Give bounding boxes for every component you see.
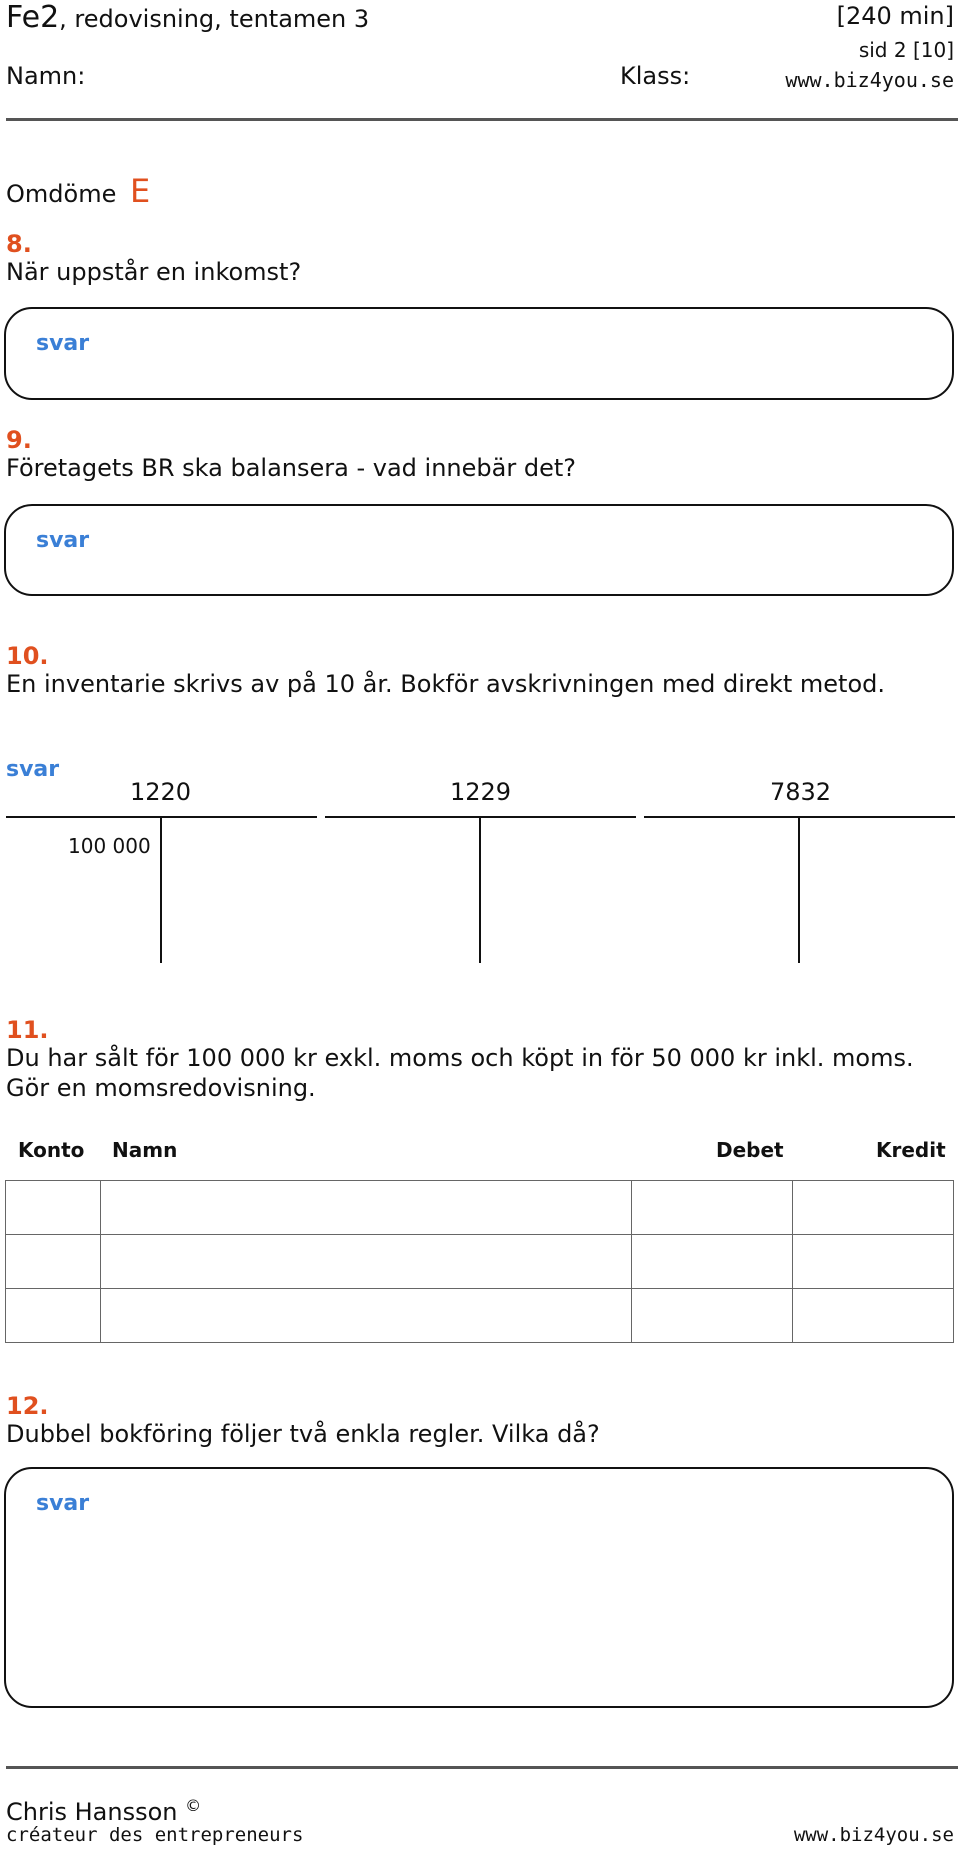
table-row (6, 1289, 954, 1343)
class-label: Klass: (620, 62, 691, 90)
vat-report-table (5, 1180, 954, 1343)
cell-kredit[interactable] (793, 1289, 954, 1343)
t-account-1229-divider (479, 817, 481, 963)
footer-tagline: créateur des entrepreneurs (6, 1824, 304, 1846)
question-12-text: Dubbel bokföring följer två enkla regler. Vilka då? (6, 1420, 600, 1448)
copyright-icon: © (185, 1796, 202, 1815)
question-8-answer-box[interactable] (4, 307, 954, 400)
cell-konto[interactable] (6, 1235, 101, 1289)
question-9-answer-box[interactable] (4, 504, 954, 596)
title-rest: , redovisning, tentamen 3 (59, 5, 370, 33)
footer-site: www.biz4you.se (793, 1824, 954, 1846)
answer-label: svar (36, 528, 90, 553)
column-header-kredit: Kredit (876, 1138, 946, 1162)
page-number: sid 2 [10] (858, 38, 954, 62)
cell-kredit[interactable] (793, 1181, 954, 1235)
cell-debet[interactable] (632, 1289, 793, 1343)
t-account-1220-divider (160, 817, 162, 963)
table-row (6, 1181, 954, 1235)
footer-author-line (6, 1796, 201, 1826)
cell-debet[interactable] (632, 1235, 793, 1289)
cell-kredit[interactable] (793, 1235, 954, 1289)
cell-namn[interactable] (101, 1289, 632, 1343)
cell-debet[interactable] (632, 1181, 793, 1235)
cell-namn[interactable] (101, 1235, 632, 1289)
column-header-namn: Namn (112, 1138, 178, 1162)
question-8-number: 8. (6, 230, 32, 258)
question-11-number: 11. (6, 1016, 49, 1044)
question-10-text: En inventarie skrivs av på 10 år. Bokför avskrivningen med direkt metod. (6, 670, 885, 698)
question-11-text-line2: Gör en momsredovisning. (6, 1074, 316, 1102)
question-11-text-line1: Du har sålt för 100 000 kr exkl. moms och köpt in för 50 000 kr inkl. moms. (6, 1044, 914, 1072)
footer-author: Chris Hansson (6, 1798, 178, 1826)
t-account-1220-label: 1220 (130, 778, 192, 806)
cell-namn[interactable] (101, 1181, 632, 1235)
question-9-number: 9. (6, 426, 32, 454)
column-header-konto: Konto (18, 1138, 85, 1162)
question-10-number: 10. (6, 642, 49, 670)
answer-label: svar (36, 331, 90, 356)
name-label: Namn: (6, 62, 86, 90)
t-account-7832-label: 7832 (770, 778, 832, 806)
grade-label: Omdöme (6, 180, 117, 208)
time-limit: [240 min] (836, 2, 954, 30)
grade-line (6, 172, 150, 210)
cell-konto[interactable] (6, 1181, 101, 1235)
question-8-text: När uppstår en inkomst? (6, 258, 302, 286)
table-row (6, 1235, 954, 1289)
cell-konto[interactable] (6, 1289, 101, 1343)
t-account-7832-divider (798, 817, 800, 963)
header-divider (6, 118, 958, 121)
question-9-text: Företagets BR ska balansera - vad innebär det? (6, 454, 576, 482)
footer-divider (6, 1766, 958, 1769)
t-account-1220-entry: 100 000 (68, 834, 151, 858)
column-header-debet: Debet (716, 1138, 784, 1162)
grade-value: E (129, 172, 151, 210)
header-site: www.biz4you.se (785, 68, 954, 92)
document-title (6, 0, 369, 35)
question-10-answer-label: svar (6, 757, 60, 782)
t-account-1229-label: 1229 (450, 778, 512, 806)
course-code: Fe2 (6, 0, 60, 35)
answer-label: svar (36, 1491, 90, 1516)
question-12-answer-box[interactable] (4, 1467, 954, 1708)
question-12-number: 12. (6, 1392, 49, 1420)
